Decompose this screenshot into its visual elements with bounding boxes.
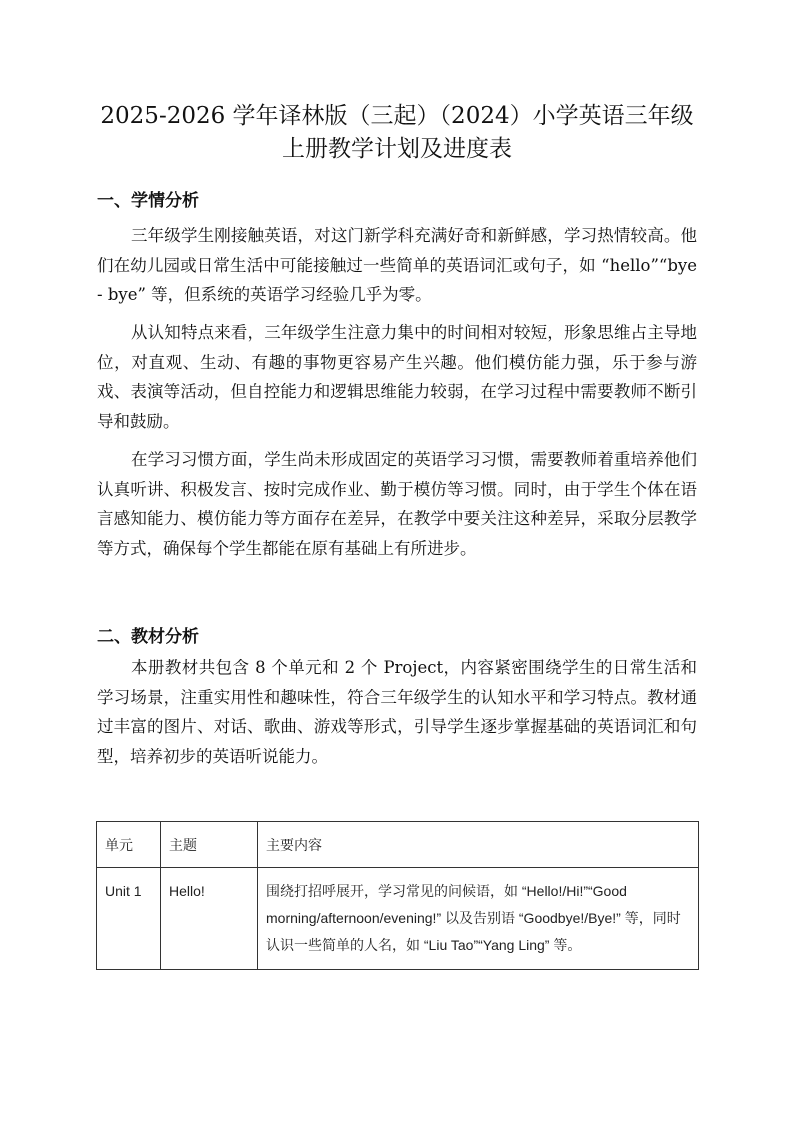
paragraph: 三年级学生刚接触英语，对这门新学科充满好奇和新鲜感，学习热情较高。他们在幼儿园或日常生活中可能接触过一些简单的英语词汇或句子，如 “hello”“bye - bye” 等，但系统的英语学习经验几乎为零。: [97, 226, 697, 304]
paragraph: 从认知特点来看，三年级学生注意力集中的时间相对较短，形象思维占主导地位，对直观、生动、有趣的事物更容易产生兴趣。他们模仿能力强，乐于参与游戏、表演等活动，但自控能力和逻辑思维能力较弱，在学习过程中需要教师不断引导和鼓励。: [97, 323, 697, 431]
table-header-row: [97, 822, 699, 868]
schedule-table: [96, 821, 699, 970]
section-heading-learner-analysis: 一、学情分析: [97, 191, 199, 211]
cell-theme: Hello!: [161, 868, 258, 970]
column-header-content: 主要内容: [258, 822, 699, 868]
paragraph: 在学习习惯方面，学生尚未形成固定的英语学习习惯，需要教师着重培养他们认真听讲、积极发言、按时完成作业、勤于模仿等习惯。同时，由于学生个体在语言感知能力、模仿能力等方面存在差异，在教学中要关注这种差异，采取分层教学等方式，确保每个学生都能在原有基础上有所进步。: [97, 450, 697, 558]
section-heading-textbook-analysis: 二、教材分析: [97, 627, 199, 647]
cell-unit: Unit 1: [97, 868, 161, 970]
paragraph: 本册教材共包含 8 个单元和 2 个 Project，内容紧密围绕学生的日常生活和学习场景，注重实用性和趣味性，符合三年级学生的认知水平和学习特点。教材通过丰富的图片、对话、歌曲、游戏等形式，引导学生逐步掌握基础的英语词汇和句型，培养初步的英语听说能力。: [97, 658, 697, 766]
title-line-2: 上册教学计划及进度表: [282, 136, 512, 162]
cell-content: 围绕打招呼展开，学习常见的问候语，如 “Hello!/Hi!”“Good morning/afternoon/evening!” 以及告别语 “Goodbye!/Bye!” 等，同时认识一些简单的人名，如 “Liu Tao”“Yang Ling” 等。: [258, 868, 699, 970]
title-line-1: 2025-2026 学年译林版（三起）（2024）小学英语三年级: [100, 103, 694, 129]
table-row: [97, 868, 699, 970]
column-header-theme: 主题: [161, 822, 258, 868]
column-header-unit: 单元: [97, 822, 161, 868]
document-title: [60, 100, 734, 166]
